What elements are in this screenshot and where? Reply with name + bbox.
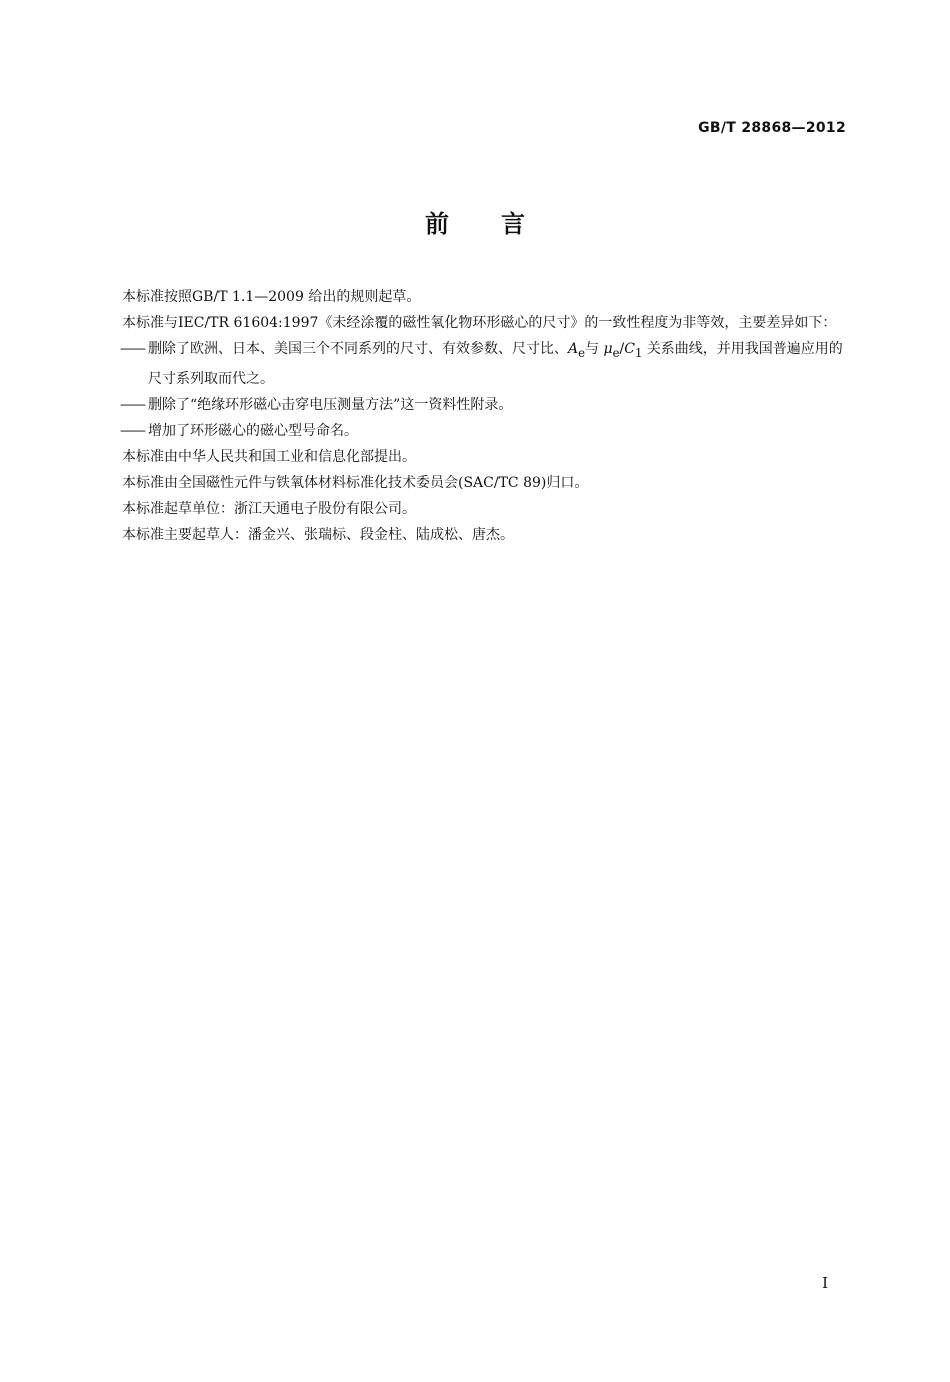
page-title: 前言 [425,210,577,238]
symbol-c: C [624,341,635,357]
paragraph-consistency: 本标准与IEC/TR 61604:1997《未经涂覆的磁性氧化物环形磁心的尺寸》的一致性程度为非等效，主要差异如下： [122,315,837,331]
list-item-differences-1 [92,336,852,392]
paragraph-proposed-by: 本标准由中华人民共和国工业和信息化部提出。 [122,448,416,465]
list-item-differences-2 [92,392,852,418]
symbol-a: A [568,341,579,357]
standard-number: GB/T 28868—2012 [698,120,846,136]
item1-text-d: 关系曲线，并用我国普遍应用的尺寸系列取而代之。 [148,341,843,387]
symbol-mu-subscript: e [612,345,620,360]
item1-text-b: 与 [585,341,600,357]
list-marker: —— [120,341,144,357]
list-marker: —— [120,422,144,439]
foreword-body [92,284,852,548]
symbol-c-subscript: 1 [634,345,643,360]
symbol-a-subscript: e [578,345,586,360]
list-item-differences-3 [92,418,852,444]
paragraph-under-jurisdiction: 本标准由全国磁性元件与铁氧体材料标准化技术委员会(SAC/TC 89)归口。 [122,474,589,491]
paragraph-drafting-unit: 本标准起草单位：浙江天通电子股份有限公司。 [122,500,416,517]
item1-text-slash: / [619,341,625,357]
item2-text: 删除了“绝缘环形磁心击穿电压测量方法”这一资料性附录。 [148,396,513,413]
symbol-mu: μ [603,341,613,357]
list-marker: —— [120,396,144,413]
item3-text: 增加了环形磁心的磁心型号命名。 [148,422,358,439]
paragraph-drafters: 本标准主要起草人：潘金兴、张瑞标、段金柱、陆成松、唐杰。 [122,526,514,543]
item1-text-a: 删除了欧洲、日本、美国三个不同系列的尺寸、有效参数、尺寸比、 [148,341,568,357]
paragraph-drafting-rules: 本标准按照GB/T 1.1—2009 给出的规则起草。 [122,289,421,305]
page-number: I [822,1274,828,1292]
